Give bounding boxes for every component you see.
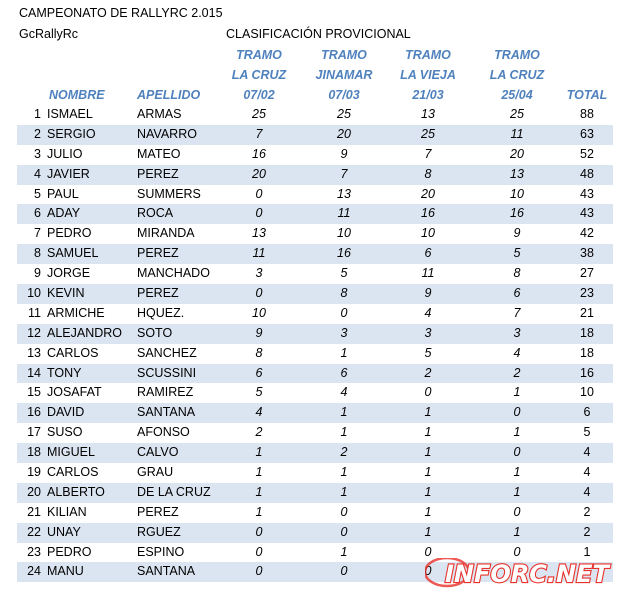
table-row [17, 204, 613, 224]
tramo2-cell: 11 [337, 206, 351, 221]
total-cell: 52 [580, 146, 594, 161]
tramo1-cell: 0 [255, 206, 263, 221]
table-row [17, 244, 613, 264]
nombre-cell: TONY [47, 365, 82, 380]
table-row [17, 125, 613, 145]
tramo4-cell: 6 [513, 286, 521, 301]
position-cell: 16 [27, 405, 41, 420]
apellido-cell: ROCA [137, 206, 174, 221]
tramo2-cell: 0 [340, 305, 348, 320]
nombre-cell: MIGUEL [47, 445, 95, 460]
apellido-cell: SUMMERS [137, 186, 201, 201]
header-tramo1-l3: 07/02 [243, 88, 275, 102]
tramo4-cell: 25 [510, 107, 524, 121]
tramo4-cell: 0 [513, 504, 521, 519]
nombre-cell: CARLOS [47, 465, 99, 480]
tramo3-cell: 1 [424, 504, 432, 519]
apellido-cell: GRAU [137, 465, 174, 480]
tramo1-cell: 16 [252, 146, 266, 161]
tramo4-cell: 9 [513, 226, 521, 241]
nombre-cell: ISMAEL [47, 107, 93, 121]
total-cell: 16 [580, 365, 594, 380]
total-cell: 42 [580, 226, 594, 241]
tramo1-cell: 7 [255, 126, 263, 141]
tramo3-cell: 1 [424, 465, 432, 480]
apellido-cell: NAVARRO [137, 126, 197, 141]
tramo2-cell: 3 [340, 325, 348, 340]
tramo2-cell: 2 [340, 445, 348, 460]
nombre-cell: SERGIO [47, 126, 96, 141]
tramo3-cell: 0 [424, 385, 432, 400]
apellido-cell: PEREZ [137, 286, 179, 301]
apellido-cell: ARMAS [137, 107, 182, 121]
nombre-cell: JULIO [47, 146, 83, 161]
tramo4-cell: 0 [513, 405, 521, 420]
tramo2-cell: 0 [340, 564, 348, 579]
total-cell: 10 [580, 385, 594, 400]
header-tramo2-l3: 07/03 [328, 88, 360, 102]
tramo1-cell: 3 [255, 266, 263, 281]
tramo2-cell: 20 [337, 126, 351, 141]
tramo4-cell: 5 [513, 246, 521, 261]
tramo2-cell: 6 [340, 365, 348, 380]
tramo2-cell: 1 [340, 425, 348, 440]
tramo1-cell: 0 [255, 544, 263, 559]
apellido-cell: ESPINO [137, 544, 185, 559]
tramo1-cell: 9 [255, 325, 263, 340]
total-cell: 23 [580, 286, 594, 301]
apellido-cell: SANTANA [137, 564, 196, 579]
position-cell: 19 [27, 465, 41, 480]
tramo2-cell: 7 [340, 166, 348, 181]
tramo3-cell: 5 [424, 345, 432, 360]
table-row [17, 483, 613, 503]
nombre-cell: SAMUEL [47, 246, 99, 261]
tramo3-cell: 1 [424, 405, 432, 420]
tramo3-cell: 6 [424, 246, 432, 261]
table-row [17, 284, 613, 304]
table-row [17, 364, 613, 384]
position-cell: 2 [34, 126, 41, 141]
tramo3-cell: 1 [424, 425, 432, 440]
table-row [17, 165, 613, 185]
apellido-cell: PEREZ [137, 504, 179, 519]
tramo3-cell: 1 [424, 524, 432, 539]
nombre-cell: MANU [47, 564, 84, 579]
tramo4-cell: 1 [513, 465, 521, 480]
nombre-cell: ARMICHE [47, 305, 105, 320]
total-cell: 43 [580, 206, 594, 221]
table-row [17, 503, 613, 523]
tramo1-cell: 0 [255, 286, 263, 301]
tramo3-cell: 13 [421, 107, 435, 121]
table-row [17, 523, 613, 543]
table-row [17, 423, 613, 443]
header-tramo2-l1: TRAMO [321, 48, 367, 62]
table-row [17, 383, 613, 403]
total-cell: 27 [580, 266, 594, 281]
position-cell: 12 [27, 325, 41, 340]
apellido-cell: AFONSO [137, 425, 190, 440]
position-cell: 14 [27, 365, 41, 380]
total-cell: 21 [580, 305, 594, 320]
apellido-cell: MANCHADO [137, 266, 210, 281]
tramo3-cell: 16 [421, 206, 435, 221]
apellido-cell: SCUSSINI [137, 365, 197, 380]
tramo3-cell: 0 [424, 544, 432, 559]
nombre-cell: JOSAFAT [47, 385, 102, 400]
tramo2-cell: 1 [340, 544, 348, 559]
tramo4-cell: 4 [513, 345, 521, 360]
table-row [17, 344, 613, 364]
tramo3-cell: 11 [421, 266, 435, 281]
apellido-cell: DE LA CRUZ [137, 484, 211, 499]
total-cell: 88 [580, 107, 594, 121]
page-title: CAMPEONATO DE RALLYRC 2.015 [19, 6, 223, 20]
apellido-cell: MATEO [137, 146, 181, 161]
header-nombre: NOMBRE [49, 88, 105, 102]
tramo3-cell: 4 [424, 305, 432, 320]
total-cell: 48 [580, 166, 594, 181]
tramo2-cell: 8 [340, 286, 348, 301]
position-cell: 11 [28, 305, 41, 320]
position-cell: 17 [27, 425, 41, 440]
tramo4-cell: 8 [513, 266, 521, 281]
table-row [17, 105, 613, 125]
tramo3-cell: 1 [424, 445, 432, 460]
tramo4-cell: 13 [510, 166, 524, 181]
position-cell: 21 [27, 504, 41, 519]
tramo1-cell: 11 [252, 246, 266, 261]
total-cell: 4 [583, 445, 591, 460]
nombre-cell: KILIAN [47, 504, 87, 519]
tramo1-cell: 5 [255, 385, 263, 400]
header-tramo3-l1: TRAMO [405, 48, 451, 62]
tramo2-cell: 10 [337, 226, 351, 241]
position-cell: 10 [27, 286, 41, 301]
tramo3-cell: 9 [424, 286, 432, 301]
tramo3-cell: 3 [424, 325, 432, 340]
tramo3-cell: 20 [421, 186, 435, 201]
position-cell: 13 [27, 345, 41, 360]
tramo1-cell: 1 [255, 445, 263, 460]
total-cell: 2 [583, 524, 591, 539]
header-tramo2-l2: JINAMAR [315, 68, 373, 82]
tramo3-cell: 1 [424, 484, 432, 499]
nombre-cell: PAUL [47, 186, 79, 201]
tramo4-cell: 1 [513, 385, 521, 400]
header-tramo3-l2: LA VIEJA [400, 68, 456, 82]
position-cell: 5 [34, 186, 41, 201]
table-row [17, 304, 613, 324]
nombre-cell: JAVIER [47, 166, 90, 181]
nombre-cell: CARLOS [47, 345, 99, 360]
total-cell: 5 [583, 425, 591, 440]
nombre-cell: KEVIN [47, 286, 85, 301]
tramo2-cell: 1 [340, 345, 348, 360]
tramo1-cell: 20 [252, 166, 266, 181]
club-name: GcRallyRc [19, 27, 79, 41]
standings-table [17, 105, 613, 582]
tramo2-cell: 1 [340, 405, 348, 420]
nombre-cell: PEDRO [47, 544, 92, 559]
tramo1-cell: 0 [255, 564, 263, 579]
nombre-cell: DAVID [47, 405, 85, 420]
header-tramo4-l1: TRAMO [494, 48, 540, 62]
table-row [17, 185, 613, 205]
nombre-cell: ALBERTO [47, 484, 105, 499]
tramo3-cell: 2 [424, 365, 432, 380]
tramo4-cell: 16 [510, 206, 524, 221]
header-apellido: APELLIDO [137, 88, 201, 102]
tramo1-cell: 2 [255, 425, 263, 440]
apellido-cell: PEREZ [137, 166, 179, 181]
tramo1-cell: 25 [252, 107, 266, 121]
tramo2-cell: 1 [340, 465, 348, 480]
tramo1-cell: 0 [255, 524, 263, 539]
total-cell: 63 [580, 126, 594, 141]
total-cell: 4 [583, 465, 591, 480]
header-tramo3-l3: 21/03 [412, 88, 444, 102]
tramo1-cell: 8 [255, 345, 263, 360]
position-cell: 7 [34, 226, 41, 241]
table-row [17, 403, 613, 423]
position-cell: 23 [27, 544, 41, 559]
tramo1-cell: 0 [255, 186, 263, 201]
header-tramo1-l2: LA CRUZ [231, 68, 287, 82]
position-cell: 22 [27, 524, 41, 539]
tramo4-cell: 11 [510, 126, 524, 141]
inforc-watermark-logo [425, 558, 621, 590]
header-tramo1-l1: TRAMO [236, 48, 282, 62]
position-cell: 1 [34, 107, 41, 121]
total-cell: 38 [580, 246, 594, 261]
apellido-cell: SANCHEZ [137, 345, 197, 360]
total-cell: 1 [583, 544, 591, 559]
tramo4-cell: 10 [510, 186, 524, 201]
position-cell: 24 [27, 564, 41, 579]
apellido-cell: CALVO [137, 445, 179, 460]
apellido-cell: HQUEZ. [137, 305, 185, 320]
tramo4-cell: 3 [513, 325, 521, 340]
tramo3-cell: 7 [424, 146, 432, 161]
position-cell: 4 [34, 166, 41, 181]
position-cell: 3 [34, 146, 41, 161]
tramo2-cell: 0 [340, 504, 348, 519]
tramo3-cell: 0 [424, 564, 432, 579]
tramo4-cell: 1 [513, 524, 521, 539]
nombre-cell: UNAY [47, 524, 81, 539]
nombre-cell: JORGE [47, 266, 91, 281]
tramo1-cell: 1 [255, 504, 263, 519]
apellido-cell: PEREZ [137, 246, 179, 261]
table-row [17, 145, 613, 165]
tramo2-cell: 4 [340, 385, 348, 400]
apellido-cell: SANTANA [137, 405, 196, 420]
tramo1-cell: 10 [252, 305, 266, 320]
tramo4-cell: 7 [513, 305, 521, 320]
table-row [17, 324, 613, 344]
table-row [17, 463, 613, 483]
total-cell: 18 [580, 345, 594, 360]
tramo4-cell: 20 [510, 146, 524, 161]
table-row [17, 443, 613, 463]
tramo1-cell: 4 [255, 405, 263, 420]
nombre-cell: ADAY [47, 206, 81, 221]
tramo2-cell: 0 [340, 524, 348, 539]
tramo4-cell: 1 [513, 425, 521, 440]
tramo2-cell: 5 [340, 266, 348, 281]
apellido-cell: MIRANDA [137, 226, 195, 241]
total-cell: 43 [580, 186, 594, 201]
total-cell: 2 [583, 504, 591, 519]
tramo1-cell: 1 [255, 465, 263, 480]
position-cell: 15 [27, 385, 41, 400]
position-cell: 8 [34, 246, 41, 261]
table-row [17, 224, 613, 244]
tramo1-cell: 1 [255, 484, 263, 499]
tramo2-cell: 16 [337, 246, 351, 261]
total-cell: 18 [580, 325, 594, 340]
table-row [17, 264, 613, 284]
tramo1-cell: 13 [252, 226, 266, 241]
sheet-heading: CLASIFICACIÓN PROVICIONAL [226, 27, 411, 41]
apellido-cell: SOTO [137, 325, 173, 340]
tramo4-cell: 2 [513, 365, 521, 380]
header-tramo4-l2: LA CRUZ [489, 68, 545, 82]
tramo2-cell: 25 [337, 107, 351, 121]
position-cell: 18 [27, 445, 41, 460]
position-cell: 20 [27, 484, 41, 499]
apellido-cell: RAMIREZ [137, 385, 194, 400]
nombre-cell: ALEJANDRO [47, 325, 123, 340]
tramo3-cell: 25 [421, 126, 435, 141]
tramo4-cell: 0 [513, 544, 521, 559]
tramo2-cell: 9 [340, 146, 348, 161]
nombre-cell: SUSO [47, 425, 83, 440]
tramo4-cell: 1 [513, 484, 521, 499]
watermark-text: INFORC.NET [445, 560, 609, 588]
header-tramo4-l3: 25/04 [501, 88, 533, 102]
tramo1-cell: 6 [255, 365, 263, 380]
position-cell: 6 [34, 206, 41, 221]
tramo2-cell: 13 [337, 186, 351, 201]
tramo2-cell: 1 [340, 484, 348, 499]
nombre-cell: PEDRO [47, 226, 92, 241]
header-total: TOTAL [566, 88, 608, 102]
tramo4-cell: 0 [513, 445, 521, 460]
apellido-cell: RGUEZ [137, 524, 181, 539]
total-cell: 6 [583, 405, 591, 420]
total-cell: 4 [583, 484, 591, 499]
tramo3-cell: 10 [421, 226, 435, 241]
position-cell: 9 [34, 266, 41, 281]
tramo3-cell: 8 [424, 166, 432, 181]
